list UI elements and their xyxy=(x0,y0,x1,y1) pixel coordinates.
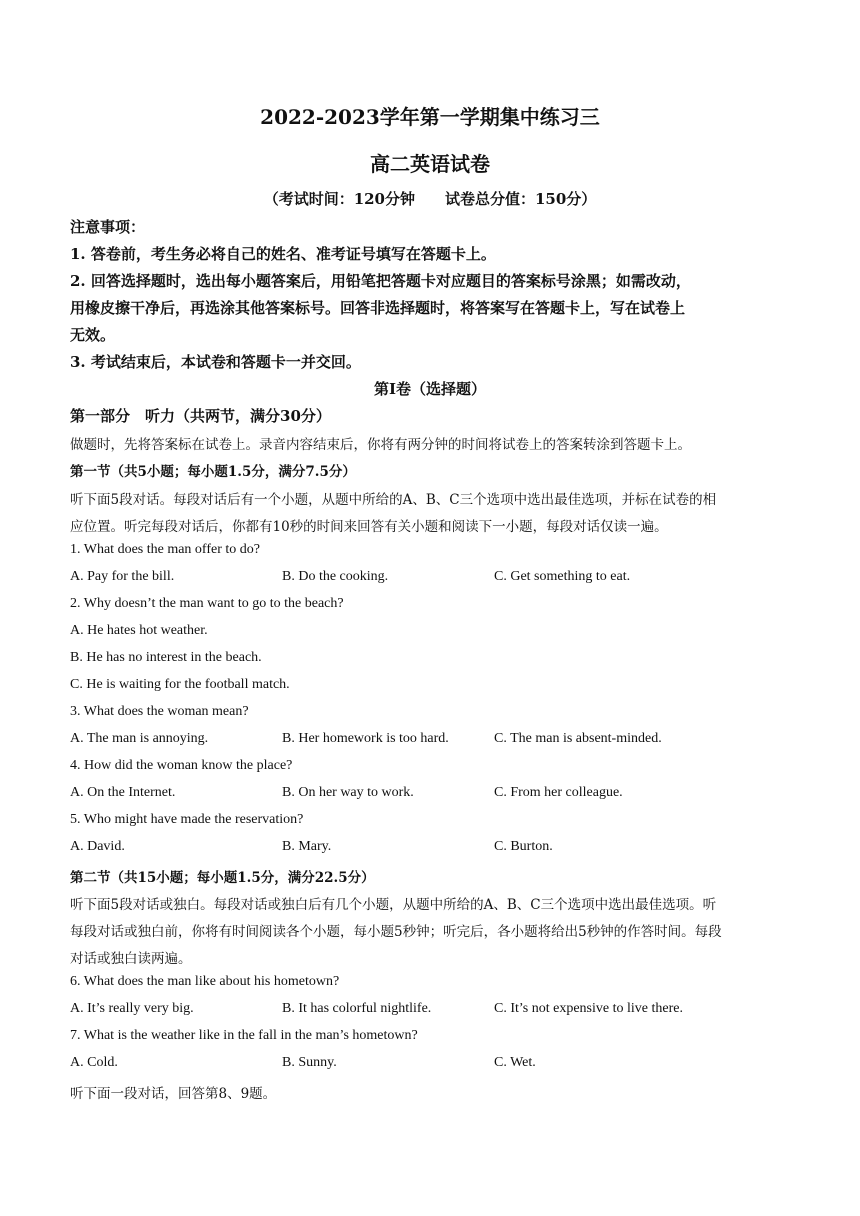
question-5-option-a: A. David. xyxy=(70,839,125,854)
part1-instruction: 做题时，先将答案标在试卷上。录音内容结束后，你将有两分钟的时间将试卷上的答案转涂到答题卡上。 xyxy=(70,437,691,453)
section2-instruction-line-3: 对话或独白读两遍。 xyxy=(70,951,192,967)
exam-title: 2022-2023学年第一学期集中练习三 xyxy=(260,105,600,129)
question-2-option-a: A. He hates hot weather. xyxy=(70,623,208,638)
part1-heading: 第一部分 听力（共两节，满分30分） xyxy=(70,407,331,425)
question-5-option-b: B. Mary. xyxy=(282,839,332,854)
question-1-option-a: A. Pay for the bill. xyxy=(70,569,175,584)
section1-instruction-line-1: 听下面5段对话。每段对话后有一个小题，从题中所给的A、B、C三个选项中选出最佳选项，并标在试卷的相 xyxy=(70,492,717,508)
question-7-option-c: C. Wet. xyxy=(494,1055,536,1070)
section1-heading: 第一节（共5小题；每小题1.5分，满分7.5分） xyxy=(70,464,356,480)
question-6-stem: 6. What does the man like about his hometown? xyxy=(70,974,340,989)
section2-instruction-line-1: 听下面5段对话或独白。每段对话或独白后有几个小题，从题中所给的A、B、C三个选项中选出最佳选项。听 xyxy=(70,897,717,913)
question-4-option-b: B. On her way to work. xyxy=(282,785,414,800)
question-3-option-c: C. The man is absent-minded. xyxy=(494,731,662,746)
subject-title: 高二英语试卷 xyxy=(370,152,490,176)
question-2-option-c: C. He is waiting for the football match. xyxy=(70,677,290,692)
question-4-option-c: C. From her colleague. xyxy=(494,785,623,800)
question-6-option-b: B. It has colorful nightlife. xyxy=(282,1001,432,1016)
question-4-option-a: A. On the Internet. xyxy=(70,785,176,800)
question-3-option-b: B. Her homework is too hard. xyxy=(282,731,449,746)
note-2-line-2: 用橡皮擦干净后，再选涂其他答案标号。回答非选择题时，将答案写在答题卡上，写在试卷上 xyxy=(70,299,686,317)
section1-instruction-line-2: 应位置。听完每段对话后，你都有10秒的时间来回答有关小题和阅读下一小题，每段对话仅读一遍。 xyxy=(70,519,668,535)
question-2-option-b: B. He has no interest in the beach. xyxy=(70,650,262,665)
question-5-stem: 5. Who might have made the reservation? xyxy=(70,812,304,827)
question-4-stem: 4. How did the woman know the place? xyxy=(70,758,293,773)
note-2-line-1: 2. 回答选择题时，选出每小题答案后，用铅笔把答题卡对应题目的答案标号涂黑；如需改动， xyxy=(70,272,691,290)
question-1-option-b: B. Do the cooking. xyxy=(282,569,389,584)
question-1-option-c: C. Get something to eat. xyxy=(494,569,631,584)
question-7-option-b: B. Sunny. xyxy=(282,1055,337,1070)
note-1: 1. 答卷前，考生务必将自己的姓名、准考证号填写在答题卡上。 xyxy=(70,245,496,263)
question-5-option-c: C. Burton. xyxy=(494,839,553,854)
section2-instruction-line-2: 每段对话或独白前，你将有时间阅读各个小题，每小题5秒钟；听完后，各小题将给出5秒钟的作答时间。每段 xyxy=(70,924,722,940)
volume-heading: 第Ⅰ卷（选择题） xyxy=(373,380,487,398)
question-7-option-a: A. Cold. xyxy=(70,1055,118,1070)
question-3-option-a: A. The man is annoying. xyxy=(70,731,209,746)
question-3-stem: 3. What does the woman mean? xyxy=(70,704,249,719)
exam-info: （考试时间：120分钟 试卷总分值：150分） xyxy=(263,190,597,208)
question-1-stem: 1. What does the man offer to do? xyxy=(70,542,260,557)
note-2-line-3: 无效。 xyxy=(70,326,116,344)
question-2-stem: 2. Why doesn’t the man want to go to the beach? xyxy=(70,596,344,611)
question-7-stem: 7. What is the weather like in the fall in the man’s hometown? xyxy=(70,1028,418,1043)
section2-heading: 第二节（共15小题；每小题1.5分，满分22.5分） xyxy=(70,870,375,886)
note-3: 3. 考试结束后，本试卷和答题卡一并交回。 xyxy=(70,353,361,371)
question-6-option-a: A. It’s really very big. xyxy=(70,1001,194,1016)
notes-heading: 注意事项： xyxy=(70,218,146,236)
next-dialogue-instruction: 听下面一段对话，回答第8、9题。 xyxy=(70,1086,277,1102)
question-6-option-c: C. It’s not expensive to live there. xyxy=(494,1001,683,1016)
